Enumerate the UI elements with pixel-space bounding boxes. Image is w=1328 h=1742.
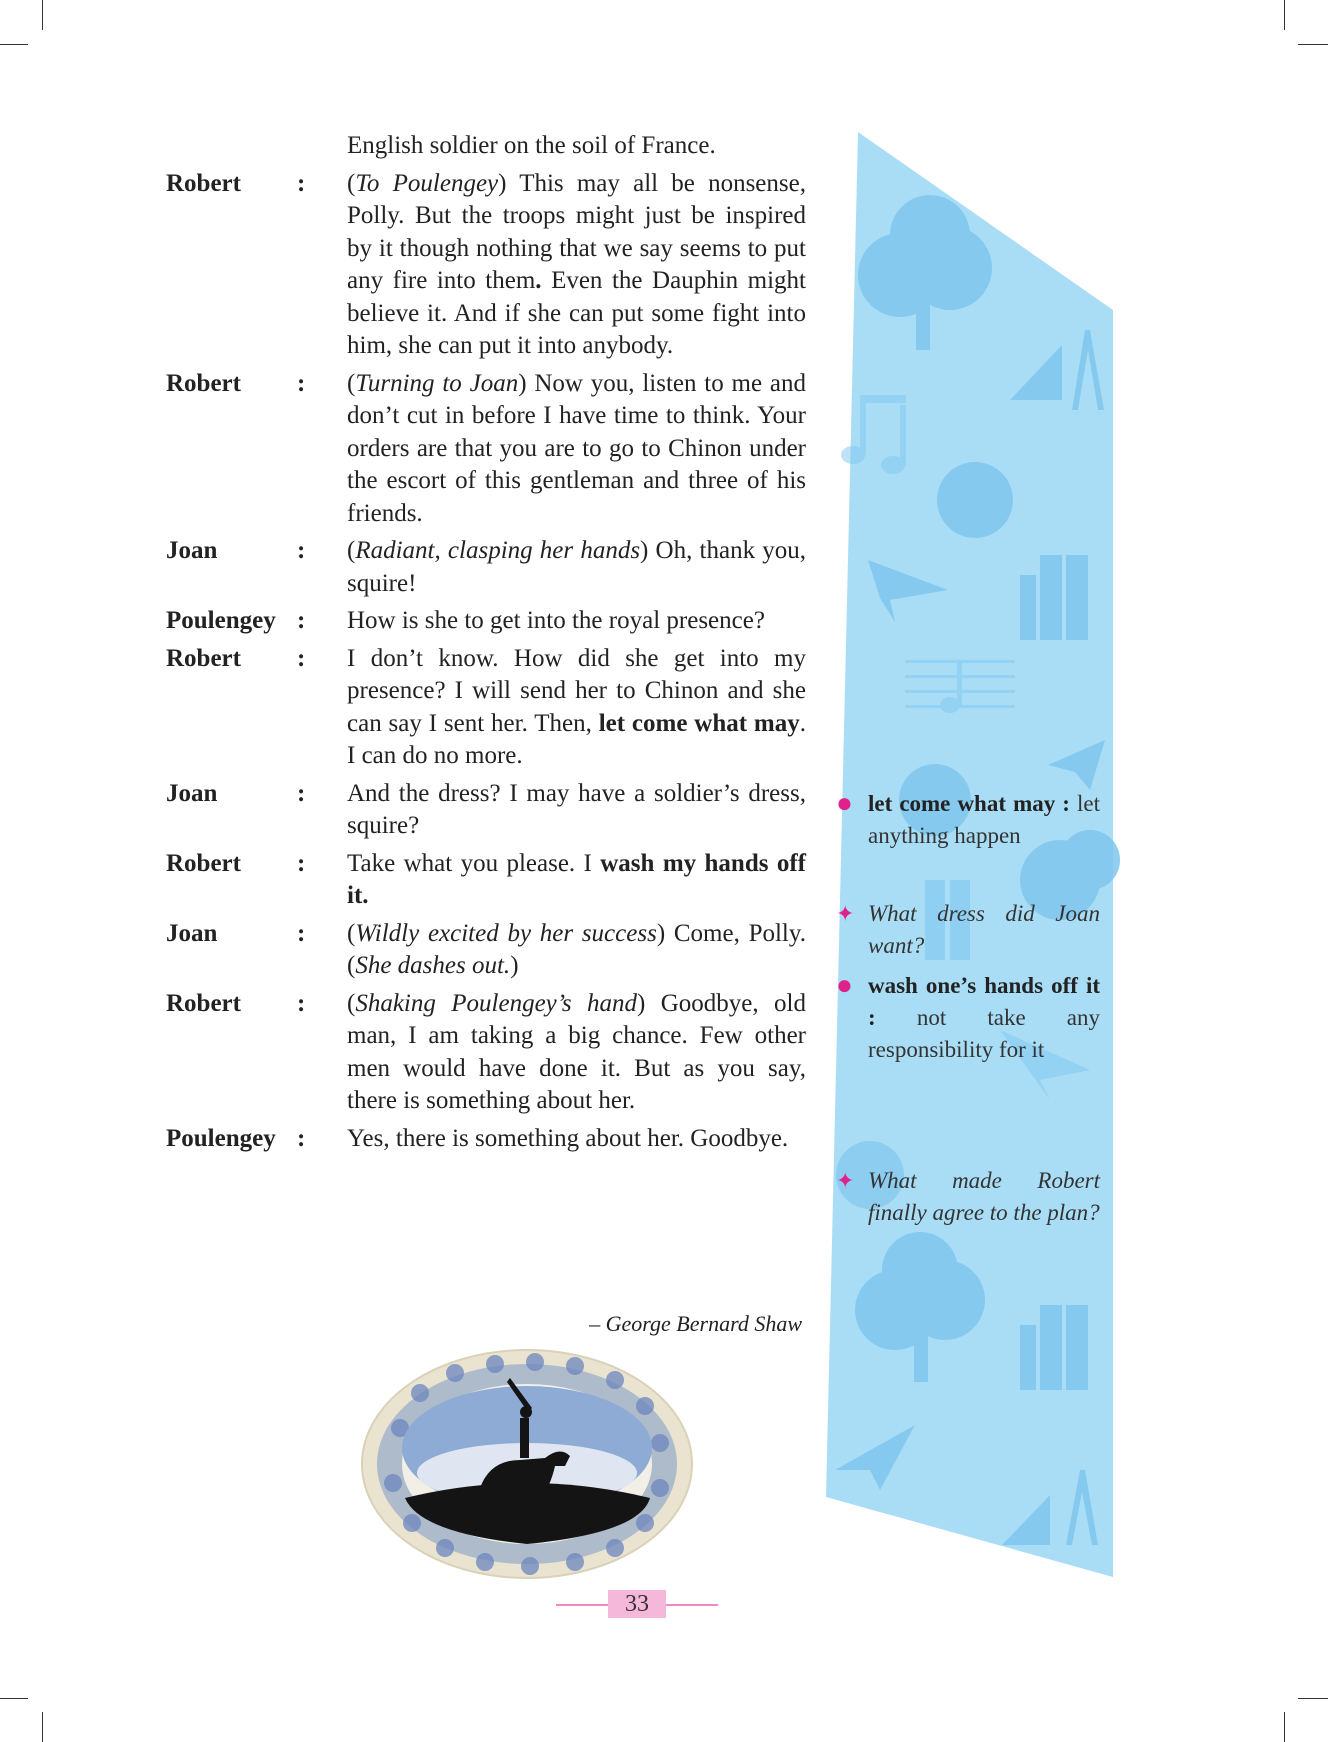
question-item <box>838 1165 1100 1229</box>
glossary-term: let come what may : <box>868 791 1070 816</box>
stage-direction: Wildly excited by her success <box>355 919 657 947</box>
question-item <box>838 898 1100 962</box>
speech-segment: ) Oh, thank you, squire! <box>347 537 806 597</box>
dialogue-line <box>166 778 806 843</box>
glossary-item <box>838 970 1100 1066</box>
glossary-item <box>838 788 1100 852</box>
question-text: What dress did Joan want? <box>868 901 1100 958</box>
speaker-colon: : <box>297 537 306 564</box>
glossary-term: wash one’s hands off it : <box>868 973 1100 1030</box>
highlighted-phrase: . <box>535 267 542 294</box>
speaker-name: Poulengey <box>166 1124 276 1152</box>
speaker-name: Robert <box>166 369 241 397</box>
basketball-icon <box>937 462 1013 538</box>
stage-direction: To Poulengey <box>355 169 499 197</box>
bullet-icon: ● <box>836 788 853 819</box>
speaker-name: Robert <box>166 169 241 197</box>
stage-direction: Turning to Joan <box>355 369 519 397</box>
speech-segment: Even the Dauphin might believe it. And if she can put some fight into him, she can put it into anybody. <box>347 267 807 359</box>
dialogue-line <box>166 535 806 600</box>
play-dialogue <box>166 130 806 1155</box>
page-number-tab <box>556 1590 718 1620</box>
speech-segment: ) <box>510 952 519 979</box>
speaker-colon: : <box>297 849 306 877</box>
speech-segment: ) Come, Polly. ( <box>347 919 806 979</box>
speech-segment: I don’t know. How did she get into my presence? I will send her to Chinon and she can say I sent her. Then, <box>347 644 806 737</box>
stage-direction: Radiant, clasping her hands <box>355 537 641 564</box>
dialogue-line <box>166 168 806 363</box>
speaker-name: Robert <box>166 849 241 877</box>
highlighted-phrase: let come what may <box>598 709 800 737</box>
speaker-colon: : <box>297 369 306 397</box>
speaker-name: Joan <box>166 537 218 564</box>
speaker-colon: : <box>297 779 306 807</box>
question-text: What made Robert finally agree to the plan? <box>868 1168 1100 1225</box>
speech-segment: ) Goodbye, old man, I am taking a big chance. Few other men would have done it. But as you say, there is something about her. <box>347 989 806 1114</box>
star-icon: ✦ <box>836 1168 855 1193</box>
speaker-colon: : <box>297 989 306 1017</box>
speech-segment: ) This may all be nonsense, Polly. But the troops might just be inspired by it though nothing that we say seems to put any fire into them <box>347 169 806 294</box>
dialogue-line <box>166 643 806 773</box>
speech-text <box>347 168 806 363</box>
author-credit: – George Bernard Shaw <box>589 1311 802 1336</box>
stage-direction: She dashes out. <box>355 952 511 979</box>
speaker-name: Joan <box>166 779 218 807</box>
speech-segment: And the dress? I may have a soldier’s dress, squire? <box>347 779 806 839</box>
speech-text <box>347 988 806 1118</box>
speech-segment: ( <box>347 989 356 1017</box>
dialogue-line <box>166 918 806 983</box>
dialogue-line <box>166 988 806 1118</box>
speech-segment: Take what you please. I <box>347 849 601 877</box>
speaker-name: Joan <box>166 919 218 947</box>
dialogue-lines <box>166 168 806 1156</box>
stage-direction: Shaking Poulengey’s hand <box>355 989 638 1017</box>
speech-text <box>347 778 806 843</box>
speaker-name: Robert <box>166 989 241 1017</box>
speech-text <box>347 368 806 531</box>
speech-segment: ( <box>347 537 356 564</box>
page-number: 33 <box>608 1590 666 1618</box>
page-number-rule <box>666 1604 718 1606</box>
speaker-colon: : <box>297 169 306 197</box>
star-icon: ✦ <box>836 901 855 926</box>
speech-segment: Yes, there is something about her. Goodbye. <box>347 1124 789 1152</box>
speech-text <box>347 1123 806 1156</box>
speaker-colon: : <box>297 919 306 947</box>
dialogue-line <box>166 605 806 638</box>
horse-rider-silhouette-icon <box>360 1348 695 1580</box>
dialogue-line <box>166 848 806 913</box>
dialogue-line <box>166 368 806 531</box>
speaker-colon: : <box>297 1124 306 1152</box>
speaker-name: Robert <box>166 644 241 672</box>
speech-segment: . I can do no more. <box>347 709 806 769</box>
speech-segment: ( <box>347 169 356 197</box>
dialogue-line <box>166 1123 806 1156</box>
speech-segment: ) Now you, listen to me and don’t cut in before I have time to think. Your orders are that you are to go to Chinon under the escort of this gentleman and three of his friends. <box>347 369 806 527</box>
speech-segment: How is she to get into the royal presence? <box>347 607 765 634</box>
highlighted-phrase: wash my hands off it. <box>347 849 806 909</box>
speech-text <box>347 918 806 983</box>
speech-text <box>347 535 806 600</box>
speaker-colon: : <box>297 607 306 634</box>
continuation-line: English soldier on the soil of France. <box>347 132 716 159</box>
glossary-definition: not take any responsibility for it <box>868 1005 1100 1062</box>
speech-segment: ( <box>347 919 356 947</box>
speech-text <box>347 605 806 638</box>
speech-text <box>347 643 806 773</box>
page-number-rule <box>556 1604 608 1606</box>
speaker-colon: : <box>297 644 306 672</box>
speech-segment: ( <box>347 369 356 397</box>
speaker-name: Poulengey <box>166 607 276 634</box>
speech-text <box>347 848 806 913</box>
bullet-icon: ● <box>836 970 853 1001</box>
glossary-definition: let anything happen <box>868 791 1101 848</box>
